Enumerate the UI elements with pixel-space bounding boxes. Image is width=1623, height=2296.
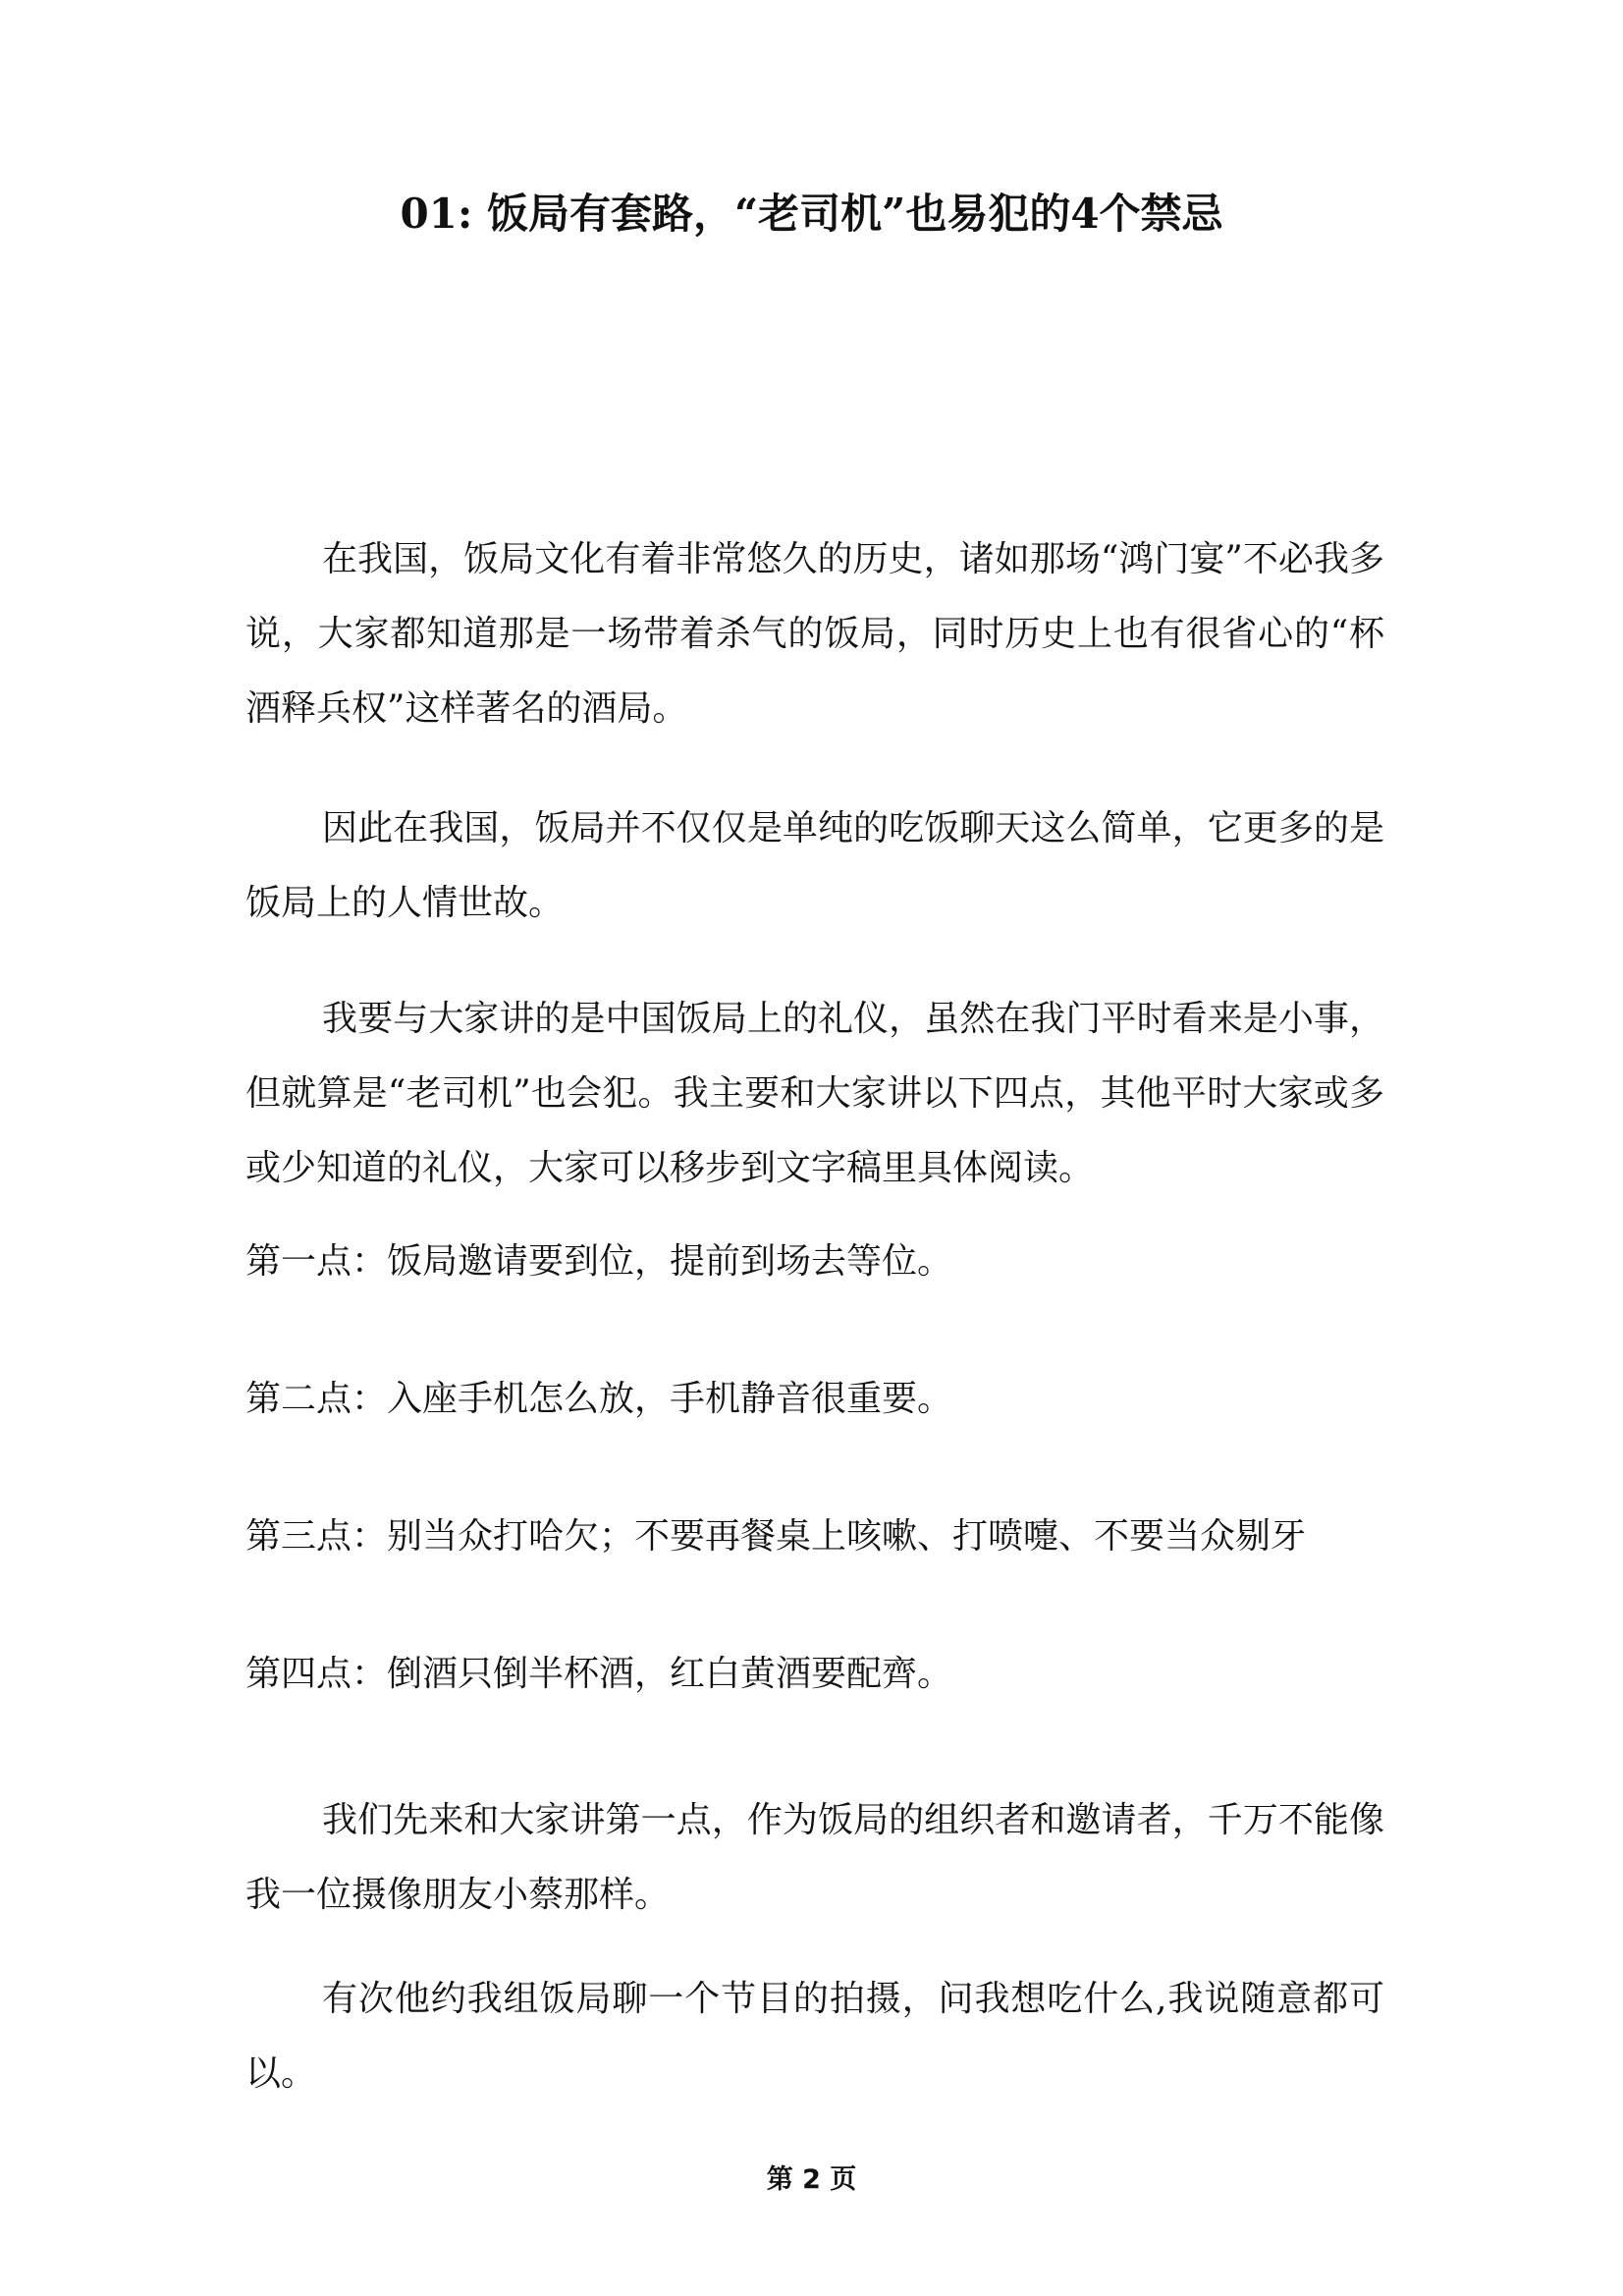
point-3: 第三点：别当众打哈欠；不要再餐桌上咳嗽、打喷嚏、不要当众剔牙 — [245, 1516, 1307, 1557]
paragraph-1: 在我国，饭局文化有着非常悠久的历史，诸如那场“鸿门宴”不必我多说，大家都知道那是一场带着杀气的饭局，同时历史上也有很省心的“杯酒释兵权”这样著名的酒局。 — [245, 539, 1384, 729]
document-title: 01: 饭局有套路，“老司机”也易犯的4个禁忌 — [400, 190, 1223, 238]
point-4: 第四点：倒酒只倒半杯酒，红白黄酒要配齊。 — [245, 1654, 953, 1694]
paragraph-5: 有次他约我组饭局聊一个节目的拍摄，问我想吃什么,我说随意都可以。 — [245, 1979, 1384, 2094]
point-2: 第二点：入座手机怎么放，手机静音很重要。 — [245, 1379, 953, 1419]
page-number: 第 2 页 — [766, 2164, 857, 2195]
paragraph-4: 我们先来和大家讲第一点，作为饭局的组织者和邀请者，千万不能像我一位摄像朋友小蔡那样。 — [245, 1800, 1384, 1915]
paragraph-2: 因此在我国，饭局并不仅仅是单纯的吃饭聊天这么简单，它更多的是饭局上的人情世故。 — [245, 808, 1384, 923]
paragraph-3: 我要与大家讲的是中国饭局上的礼仪，虽然在我门平时看来是小事，但就算是“老司机”也会犯。我主要和大家讲以下四点，其他平时大家或多或少知道的礼仪，大家可以移步到文字稿里具体阅读。 — [245, 999, 1384, 1188]
point-1: 第一点：饭局邀请要到位，提前到场去等位。 — [245, 1241, 953, 1282]
